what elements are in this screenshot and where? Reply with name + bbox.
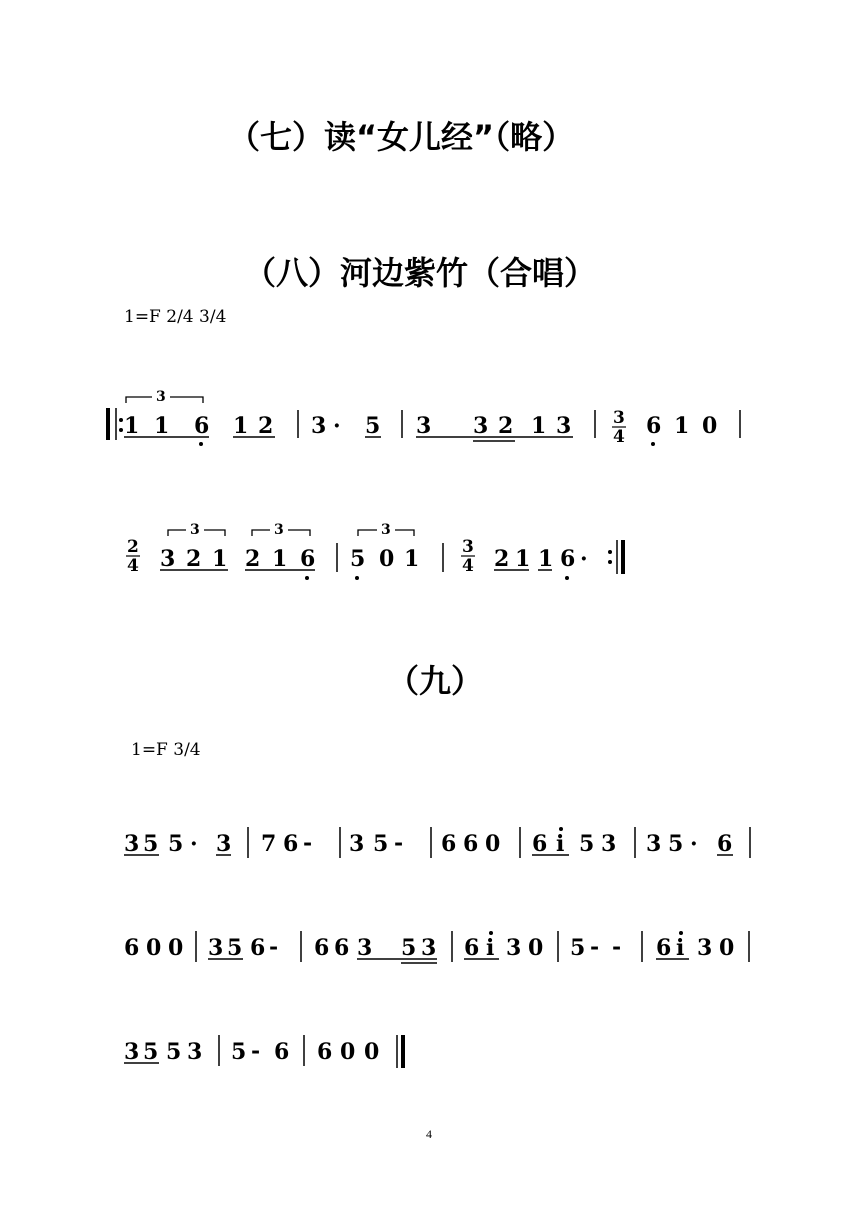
note: 1	[272, 546, 288, 572]
note: 3	[216, 831, 232, 857]
note: 5	[227, 935, 243, 961]
triplet-mark: 3	[190, 522, 200, 538]
dash: -	[269, 934, 279, 960]
note: 0	[340, 1039, 356, 1065]
note: 5	[166, 1039, 182, 1065]
time-sig-num: 3	[613, 408, 625, 428]
time-sig-den: 4	[127, 556, 139, 576]
note: 3	[124, 1039, 140, 1065]
note: 6	[314, 935, 330, 961]
score-nine-line-3	[124, 1035, 403, 1068]
triplet-mark: 3	[381, 522, 391, 538]
note: 3	[416, 413, 432, 439]
note: 6	[194, 413, 210, 439]
note: 3	[697, 935, 713, 961]
note: 0	[485, 831, 501, 857]
note: 1	[531, 413, 547, 439]
note: 3	[357, 935, 373, 961]
time-sig-num: 2	[127, 537, 139, 557]
section-title-eight: （八）河边紫竹（合唱）	[244, 254, 597, 292]
note: ·	[333, 413, 341, 439]
note: 3	[473, 413, 489, 439]
note: 7	[261, 831, 277, 857]
note: 6	[250, 935, 266, 961]
time-sig-den: 4	[462, 556, 474, 576]
dash: -	[303, 830, 313, 856]
note: 0	[146, 935, 162, 961]
note: ·	[190, 831, 198, 857]
note: 5	[143, 831, 159, 857]
note: 3	[311, 413, 327, 439]
note: 1	[124, 413, 140, 439]
key-signature-eight: 1=F 2/4 3/4	[124, 307, 227, 327]
note: 6	[334, 935, 350, 961]
note: 1	[538, 546, 554, 572]
note: 5	[579, 831, 595, 857]
note: 1	[674, 413, 690, 439]
note: 6	[283, 831, 299, 857]
note: 5	[373, 831, 389, 857]
key-signature-nine: 1=F 3/4	[131, 740, 201, 760]
dash: -	[590, 934, 600, 960]
note: 0	[168, 935, 184, 961]
note: 3	[556, 413, 572, 439]
note: 6	[646, 413, 662, 439]
note: 0	[364, 1039, 380, 1065]
note: 3	[506, 935, 522, 961]
note: 0	[702, 413, 718, 439]
note: 3	[160, 546, 176, 572]
note: 5	[168, 831, 184, 857]
note: 6	[124, 935, 140, 961]
note: 6	[656, 935, 672, 961]
note: 6	[300, 546, 316, 572]
dash: -	[251, 1038, 261, 1064]
section-title-nine: （九）	[387, 662, 484, 700]
time-sig-den: 4	[613, 427, 625, 447]
note: 5	[668, 831, 684, 857]
note: 6	[317, 1039, 333, 1065]
note: 2	[186, 546, 202, 572]
note: 3	[208, 935, 224, 961]
note: 1	[154, 413, 170, 439]
note: 2	[245, 546, 261, 572]
note: 6	[560, 546, 576, 572]
note: 6	[464, 935, 480, 961]
note: 6	[717, 831, 733, 857]
note: 1	[515, 546, 531, 572]
note: 2	[494, 546, 510, 572]
note: 5	[350, 546, 366, 572]
note: 5	[143, 1039, 159, 1065]
note: 5	[570, 935, 586, 961]
score-nine-line-1	[124, 827, 750, 858]
note: 3	[421, 935, 437, 961]
note: 2	[498, 413, 514, 439]
note: 0	[379, 546, 395, 572]
section-title-seven: （七）读“女儿经”（略）	[228, 118, 575, 156]
note: 0	[719, 935, 735, 961]
page-number: 4	[426, 1127, 432, 1141]
note: 5	[365, 413, 381, 439]
note: i	[676, 935, 685, 961]
note: 3	[646, 831, 662, 857]
note: 3	[124, 831, 140, 857]
note: i	[486, 935, 495, 961]
triplet-mark: 3	[156, 389, 166, 405]
score-eight-line-1	[108, 389, 740, 447]
note: 1	[212, 546, 228, 572]
dash: -	[394, 830, 404, 856]
note: 5	[231, 1039, 247, 1065]
score-nine-line-2	[124, 931, 749, 963]
note: 3	[601, 831, 617, 857]
note: ·	[580, 546, 588, 572]
note: 6	[532, 831, 548, 857]
note: 2	[258, 413, 274, 439]
score-eight-line-2	[126, 522, 623, 580]
note: i	[556, 831, 565, 857]
note: 5	[401, 935, 417, 961]
note: 3	[187, 1039, 203, 1065]
triplet-mark: 3	[274, 522, 284, 538]
note: 6	[463, 831, 479, 857]
time-sig-num: 3	[462, 537, 474, 557]
note: ·	[690, 831, 698, 857]
note: 1	[233, 413, 249, 439]
note: 6	[441, 831, 457, 857]
note: 3	[349, 831, 365, 857]
note: 1	[404, 546, 420, 572]
note: 6	[274, 1039, 290, 1065]
note: 0	[528, 935, 544, 961]
dash: -	[612, 934, 622, 960]
